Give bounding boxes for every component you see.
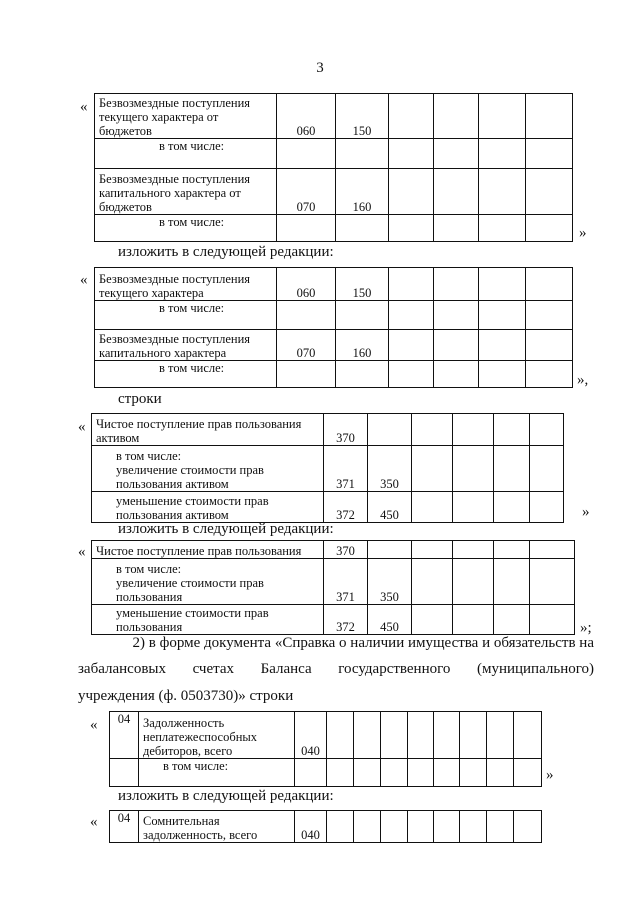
replace-phrase: изложить в следующей редакции: bbox=[118, 788, 334, 804]
paragraph-2-line-3: учреждения (ф. 0503730)» строки bbox=[78, 688, 294, 704]
row-label: Задолженность неплатежеспособных дебиторов, всего bbox=[139, 712, 295, 759]
row-label: в том числе: bbox=[159, 361, 225, 375]
table-row bbox=[95, 361, 573, 388]
row-label: в том числе: bbox=[159, 301, 225, 315]
row-label: Безвозмездные поступления текущего характера bbox=[95, 268, 277, 301]
table-row bbox=[95, 139, 573, 169]
table-row bbox=[92, 605, 575, 635]
line-code: 060 bbox=[277, 268, 336, 301]
paragraph-2-line-1: 2) в форме документа «Справка о наличии имущества и обязательств на bbox=[132, 635, 594, 651]
table-row bbox=[95, 94, 573, 139]
kosgu-code: 160 bbox=[336, 330, 389, 361]
line-code: 070 bbox=[277, 169, 336, 215]
table-row bbox=[92, 492, 564, 523]
quote-open: « bbox=[80, 272, 88, 288]
line-code: 371 bbox=[324, 446, 368, 492]
table-row bbox=[92, 559, 575, 605]
quote-close-semicolon: »; bbox=[580, 620, 592, 636]
row-label: Чистое поступление прав пользования bbox=[92, 541, 324, 559]
row-label: увеличение стоимости прав пользования bbox=[116, 576, 264, 604]
row-label: Безвозмездные поступления капитального характера от бюджетов bbox=[95, 169, 277, 215]
line-code: 070 bbox=[277, 330, 336, 361]
row-label: в том числе: bbox=[159, 139, 225, 153]
row-number: 04 bbox=[110, 811, 139, 843]
row-label: Чистое поступление прав пользования активом bbox=[92, 414, 324, 446]
line-code: 040 bbox=[295, 811, 327, 843]
table-row bbox=[95, 330, 573, 361]
table-row bbox=[95, 301, 573, 330]
table-6 bbox=[109, 810, 542, 843]
kosgu-code: 350 bbox=[368, 446, 412, 492]
table-2 bbox=[94, 267, 573, 388]
row-number: 04 bbox=[110, 712, 139, 759]
paragraph-word: счетах bbox=[192, 661, 235, 677]
quote-open: « bbox=[90, 717, 98, 733]
replace-phrase: изложить в следующей редакции: bbox=[118, 244, 334, 260]
quote-close: » bbox=[546, 767, 554, 783]
row-label: в том числе: bbox=[159, 215, 225, 229]
table-row bbox=[95, 268, 573, 301]
paragraph-2-line-2 bbox=[78, 660, 594, 678]
page-number: 3 bbox=[316, 60, 324, 76]
line-code: 371 bbox=[324, 559, 368, 605]
row-label: Сомнительная задолженность, всего bbox=[139, 811, 295, 843]
quote-close: » bbox=[579, 225, 587, 241]
replace-phrase: изложить в следующей редакции: bbox=[118, 521, 334, 537]
table-row bbox=[110, 759, 542, 787]
quote-open: « bbox=[90, 814, 98, 830]
row-label-sub: в том числе: bbox=[116, 562, 182, 576]
kosgu-code bbox=[368, 541, 412, 559]
line-code: 060 bbox=[277, 94, 336, 139]
kosgu-code: 450 bbox=[368, 605, 412, 635]
table-row bbox=[92, 414, 564, 446]
table-4 bbox=[91, 540, 575, 635]
kosgu-code: 150 bbox=[336, 268, 389, 301]
line-code: 372 bbox=[324, 492, 368, 523]
quote-open: « bbox=[78, 544, 86, 560]
table-row bbox=[110, 811, 542, 843]
kosgu-code: 150 bbox=[336, 94, 389, 139]
table-row bbox=[92, 541, 575, 559]
row-label: Безвозмездные поступления текущего характера от бюджетов bbox=[95, 94, 277, 139]
quote-open: « bbox=[80, 99, 88, 115]
kosgu-code: 160 bbox=[336, 169, 389, 215]
table-1 bbox=[94, 93, 573, 242]
row-label: в том числе: bbox=[163, 759, 229, 773]
quote-close-comma: », bbox=[577, 372, 589, 388]
quote-open: « bbox=[78, 419, 86, 435]
line-code: 370 bbox=[324, 414, 368, 446]
table-row bbox=[95, 215, 573, 242]
paragraph-word: Баланса bbox=[260, 661, 312, 677]
paragraph-word: (муниципального) bbox=[476, 661, 594, 677]
line-code: 372 bbox=[324, 605, 368, 635]
line-code: 370 bbox=[324, 541, 368, 559]
line-code: 040 bbox=[295, 712, 327, 759]
table-3 bbox=[91, 413, 564, 523]
row-label: Безвозмездные поступления капитального характера bbox=[95, 330, 277, 361]
kosgu-code: 350 bbox=[368, 559, 412, 605]
kosgu-code: 450 bbox=[368, 492, 412, 523]
kosgu-code bbox=[368, 414, 412, 446]
table-5 bbox=[109, 711, 542, 787]
paragraph-word: государственного bbox=[338, 661, 451, 677]
row-label: уменьшение стоимости прав пользования активом bbox=[116, 494, 269, 522]
lines-phrase: строки bbox=[118, 391, 162, 407]
row-label: уменьшение стоимости прав пользования bbox=[116, 606, 269, 634]
table-row bbox=[95, 169, 573, 215]
table-row bbox=[110, 712, 542, 759]
paragraph-word: забалансовых bbox=[78, 661, 166, 677]
table-row bbox=[92, 446, 564, 492]
quote-close: » bbox=[582, 504, 590, 520]
row-label: увеличение стоимости прав пользования активом bbox=[116, 463, 264, 491]
row-label-sub: в том числе: bbox=[116, 449, 182, 463]
